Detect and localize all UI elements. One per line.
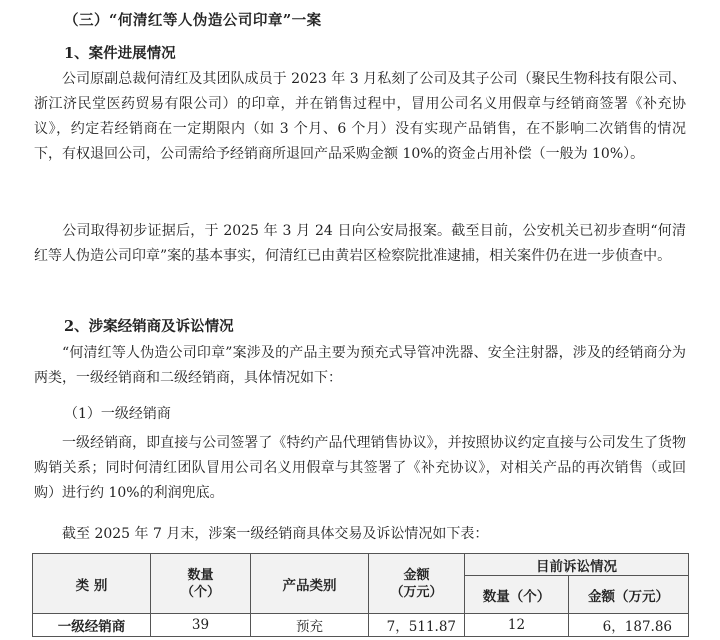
header-amount-line1: 金额: [403, 567, 430, 583]
sub-heading-first-tier: （1）一级经销商: [64, 406, 171, 422]
header-amount: [369, 554, 465, 614]
table-row: [33, 614, 689, 637]
paragraph-case-report: [34, 219, 686, 269]
header-category: 类 别: [33, 554, 151, 614]
paragraph-table-intro: [34, 522, 686, 547]
cell-amount: 7，511.87: [369, 614, 465, 637]
paragraph-dealer-overview: [34, 341, 686, 391]
header-product-type: 产品类别: [251, 554, 369, 614]
header-amount-line2: （万元）: [390, 584, 443, 600]
header-litigation-amount: 金额（万元）: [569, 576, 689, 614]
header-litigation-quantity: 数量（个）: [465, 576, 569, 614]
cell-litigation-amount: 6，187.86: [569, 614, 689, 637]
header-litigation: 目前诉讼情况: [465, 554, 689, 576]
paragraph-text: 一级经销商，即直接与公司签署了《特约产品代理销售协议》，并按照协议约定直接与公司发生了货物购销关系；同时何清红团队冒用公司名义用假章与其签署了《补充协议》，对相关产品的再次销售（或回购）进行约 10%的利润兜底。: [34, 435, 686, 501]
cell-litigation-quantity: 12: [465, 614, 569, 637]
header-quantity-line2: （个）: [180, 584, 220, 600]
first-tier-dealer-table: [32, 553, 689, 637]
subsection-heading-dealers: 2、涉案经销商及诉讼情况: [64, 318, 234, 335]
paragraph-text: 公司取得初步证据后，于 2025 年 3 月 24 日向公安局报案。截至目前，公安机关已初步查明“何清红等人伪造公司印章”案的基本事实，何清红已由黄岩区检察院批准逮捕，相关案件仍在进一步侦查中。: [34, 223, 686, 264]
paragraph-case-background: [34, 67, 686, 167]
subsection-heading-progress: 1、案件进展情况: [64, 45, 176, 62]
header-quantity: [151, 554, 251, 614]
cell-product-type: 预充: [251, 614, 369, 637]
paragraph-text: 截至 2025 年 7 月末，涉案一级经销商具体交易及诉讼情况如下表：: [62, 526, 489, 542]
paragraph-text: 公司原副总裁何清红及其团队成员于 2023 年 3 月私刻了公司及其子公司（聚民生物科技有限公司、浙江济民堂医药贸易有限公司）的印章，并在销售过程中，冒用公司名义用假章与经销商签署《补充协议》，约定若经销商在一定期限内（如 3 个月、6 个月）没有实现产品销售，在不影响二次销售的情况下，有权退回公司，公司需给予经销商所退回产品采购金额 10%的资金占用补偿（一般为 10%）。: [34, 71, 686, 162]
section-title: （三）“何清红等人伪造公司印章”一案: [64, 12, 322, 29]
cell-quantity: 39: [151, 614, 251, 637]
paragraph-first-tier-definition: [34, 431, 686, 506]
header-quantity-line1: 数量: [187, 567, 214, 583]
cell-category: 一级经销商: [33, 614, 151, 637]
paragraph-text: “何清红等人伪造公司印章”案涉及的产品主要为预充式导管冲洗器、安全注射器，涉及的经销商分为两类，一级经销商和二级经销商，具体情况如下：: [34, 345, 686, 386]
